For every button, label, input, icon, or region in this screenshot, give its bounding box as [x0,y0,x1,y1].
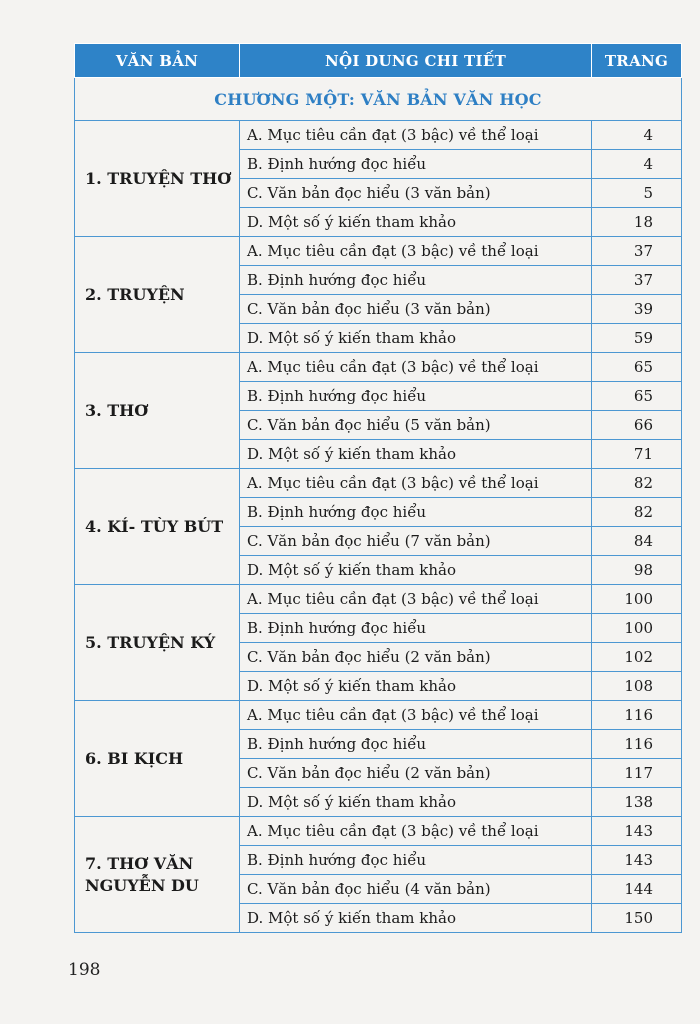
item-label: B. Định hướng đọc hiểu [240,266,592,295]
item-label: D. Một số ý kiến tham khảo [240,440,592,469]
item-page: 59 [592,324,682,353]
section-title: 7. THƠ VĂN NGUYỄN DU [75,817,240,933]
item-page: 82 [592,498,682,527]
item-label: A. Mục tiêu cần đạt (3 bậc) về thể loại [240,469,592,498]
item-page: 116 [592,701,682,730]
item-page: 37 [592,266,682,295]
toc-row [75,353,682,382]
toc-row [75,237,682,266]
chapter-row [75,78,682,121]
item-label: C. Văn bản đọc hiểu (3 văn bản) [240,179,592,208]
header-page: TRANG [592,44,682,78]
item-page: 116 [592,730,682,759]
item-page: 144 [592,875,682,904]
toc-table [74,43,682,933]
section-title: 2. TRUYỆN [75,237,240,353]
item-page: 37 [592,237,682,266]
toc-row [75,817,682,846]
item-label: C. Văn bản đọc hiểu (4 văn bản) [240,875,592,904]
item-label: A. Mục tiêu cần đạt (3 bậc) về thể loại [240,121,592,150]
toc-row [75,585,682,614]
item-label: C. Văn bản đọc hiểu (2 văn bản) [240,759,592,788]
item-label: B. Định hướng đọc hiểu [240,150,592,179]
item-label: D. Một số ý kiến tham khảo [240,556,592,585]
item-page: 65 [592,353,682,382]
item-page: 98 [592,556,682,585]
item-page: 117 [592,759,682,788]
toc-body [75,78,682,933]
item-label: D. Một số ý kiến tham khảo [240,324,592,353]
toc-row [75,701,682,730]
item-page: 100 [592,614,682,643]
item-page: 71 [592,440,682,469]
item-label: D. Một số ý kiến tham khảo [240,208,592,237]
section-title: 6. BI KỊCH [75,701,240,817]
section-title: 1. TRUYỆN THƠ [75,121,240,237]
item-label: D. Một số ý kiến tham khảo [240,788,592,817]
item-page: 66 [592,411,682,440]
item-page: 150 [592,904,682,933]
item-label: C. Văn bản đọc hiểu (2 văn bản) [240,643,592,672]
page-number: 198 [68,960,101,980]
toc-row [75,121,682,150]
item-label: A. Mục tiêu cần đạt (3 bậc) về thể loại [240,701,592,730]
section-title: 3. THƠ [75,353,240,469]
chapter-title: CHƯƠNG MỘT: VĂN BẢN VĂN HỌC [75,78,682,121]
item-page: 138 [592,788,682,817]
item-label: D. Một số ý kiến tham khảo [240,904,592,933]
item-page: 18 [592,208,682,237]
item-page: 4 [592,121,682,150]
item-page: 5 [592,179,682,208]
item-label: C. Văn bản đọc hiểu (5 văn bản) [240,411,592,440]
item-page: 143 [592,846,682,875]
item-page: 108 [592,672,682,701]
toc-row [75,469,682,498]
item-label: A. Mục tiêu cần đạt (3 bậc) về thể loại [240,817,592,846]
item-page: 39 [592,295,682,324]
section-title: 5. TRUYỆN KÝ [75,585,240,701]
item-page: 102 [592,643,682,672]
item-page: 4 [592,150,682,179]
item-page: 65 [592,382,682,411]
item-label: A. Mục tiêu cần đạt (3 bậc) về thể loại [240,237,592,266]
item-page: 82 [592,469,682,498]
item-label: B. Định hướng đọc hiểu [240,846,592,875]
section-title: 4. KÍ- TÙY BÚT [75,469,240,585]
item-label: B. Định hướng đọc hiểu [240,730,592,759]
item-label: D. Một số ý kiến tham khảo [240,672,592,701]
item-page: 143 [592,817,682,846]
item-label: B. Định hướng đọc hiểu [240,382,592,411]
header-detail: NỘI DUNG CHI TIẾT [240,44,592,78]
item-label: B. Định hướng đọc hiểu [240,498,592,527]
item-label: C. Văn bản đọc hiểu (7 văn bản) [240,527,592,556]
item-label: B. Định hướng đọc hiểu [240,614,592,643]
item-page: 100 [592,585,682,614]
item-label: A. Mục tiêu cần đạt (3 bậc) về thể loại [240,353,592,382]
item-label: C. Văn bản đọc hiểu (3 văn bản) [240,295,592,324]
item-page: 84 [592,527,682,556]
header-section: VĂN BẢN [75,44,240,78]
header-row [75,44,682,78]
item-label: A. Mục tiêu cần đạt (3 bậc) về thể loại [240,585,592,614]
